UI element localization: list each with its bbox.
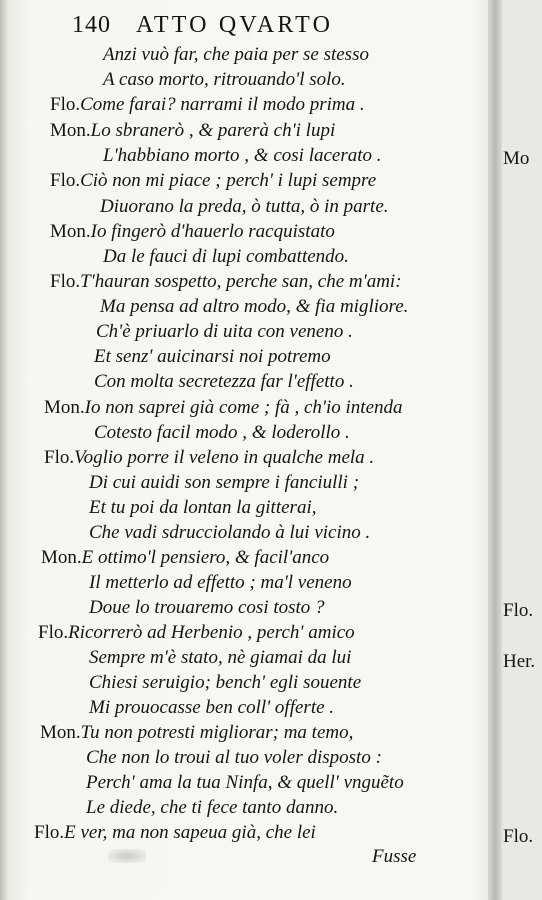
verse-line [40,722,353,744]
line-text: Io non saprei già come ; fà , ch'io intenda [84,397,403,418]
verse-line [103,69,346,91]
line-text: A caso morto, ritrouando'l solo. [103,69,346,90]
line-text: Anzi vuò far, che paia per se stesso [103,44,369,65]
line-text: Ricorrerò ad Herbenio , perch' amico [68,622,355,643]
facing-page-speaker: Mo [503,148,530,169]
verse-line [50,120,335,142]
verse-line [100,296,408,318]
verse-line [103,246,349,268]
speaker-label: Mon. [50,221,91,242]
verse-line [50,221,335,243]
line-text: Sempre m'è stato, nè giamai da lui [89,647,352,668]
verse-line [94,371,354,393]
speaker-label: Mon. [40,722,81,743]
speaker-label: Flo. [50,170,81,191]
speaker-label: Flo. [44,447,75,468]
speaker-label: Flo. [34,822,65,843]
line-text: Ch'è priuarlo di uita con veneno . [96,321,353,342]
line-text: Io fingerò d'hauerlo racquistato [90,221,335,242]
facing-page-speaker: Flo. [503,600,534,621]
verse-line [89,572,352,594]
line-text: Mi prouocasse ben coll' offerte . [89,697,335,718]
verse-line [38,622,355,644]
verse-line [50,94,365,116]
running-head: ATTO QVARTO [136,12,334,38]
line-text: Et tu poi da lontan la gitterai, [89,497,317,518]
line-text: E ver, ma non sapeua già, che lei [64,822,316,843]
verse-line [44,397,403,419]
line-text: Il metterlo ad effetto ; ma'l veneno [89,572,352,593]
line-text: L'habbiano morto , & cosi lacerato . [103,145,382,166]
verse-line [96,321,353,343]
verse-line [103,44,369,66]
line-text: Cotesto facil modo , & loderollo . [94,422,350,443]
facing-page-speaker: Flo. [503,826,534,847]
binding-gutter [488,0,502,900]
line-text: Doue lo trouaremo cosi tosto ? [89,597,325,618]
verse-line [50,170,376,192]
line-text: Perch' ama la tua Ninfa, & quell' vnguẽto [86,772,404,793]
verse-line [86,797,338,819]
line-text: Come farai? narrami il modo prima . [80,94,365,115]
speaker-label: Flo. [50,271,81,292]
verse-line [89,522,370,544]
line-text: Che vadi sdrucciolando à lui vicino . [89,522,371,543]
facing-page-speaker: Her. [503,651,536,672]
verse-line [50,271,402,293]
verse-line [41,547,329,569]
verse-line [100,196,389,218]
verse-line [89,597,325,619]
line-text: T'hauran sospetto, perche san, che m'ami: [80,271,402,292]
speaker-label: Flo. [50,94,81,115]
line-text: Con molta secretezza far l'effetto . [94,371,354,392]
verse-line [89,672,361,694]
verse-line [89,497,316,519]
line-text: Le diede, che ti fece tanto danno. [86,797,339,818]
verse-line [86,772,404,794]
line-text: Chiesi seruigio; bench' egli souente [89,672,362,693]
speaker-label: Mon. [50,120,91,141]
line-text: Ciò non mi piace ; perch' i lupi sempre [80,170,377,191]
line-text: Tu non potresti migliorar; ma temo, [80,722,354,743]
line-text: Voglio porre il veleno in qualche mela . [74,447,375,468]
verse-line [94,422,350,444]
verse-line [34,822,316,844]
ink-blot [108,849,146,863]
verse-line [86,747,382,769]
catchword: Fusse [372,846,417,867]
verse-line [89,472,359,494]
verse-line [103,145,382,167]
verse-line [94,346,331,368]
verse-line [89,647,351,669]
line-text: E ottimo'l pensiero, & facil'anco [81,547,330,568]
line-text: Diuorano la preda, ò tutta, ò in parte. [100,196,389,217]
page-edge-shadow [0,0,8,900]
line-text: Lo sbranerò , & parerà ch'i lupi [90,120,336,141]
page-number: 140 [72,12,111,38]
speaker-label: Mon. [44,397,85,418]
speaker-label: Mon. [41,547,82,568]
verse-line [89,697,334,719]
verse-line [44,447,374,469]
speaker-label: Flo. [38,622,69,643]
line-text: Di cui auidi son sempre i fanciulli ; [89,472,360,493]
line-text: Ma pensa ad altro modo, & fia migliore. [100,296,409,317]
line-text: Et senz' auicinarsi noi potremo [94,346,331,367]
line-text: Che non lo troui al tuo voler disposto : [86,747,382,768]
line-text: Da le fauci di lupi combattendo. [103,246,349,267]
